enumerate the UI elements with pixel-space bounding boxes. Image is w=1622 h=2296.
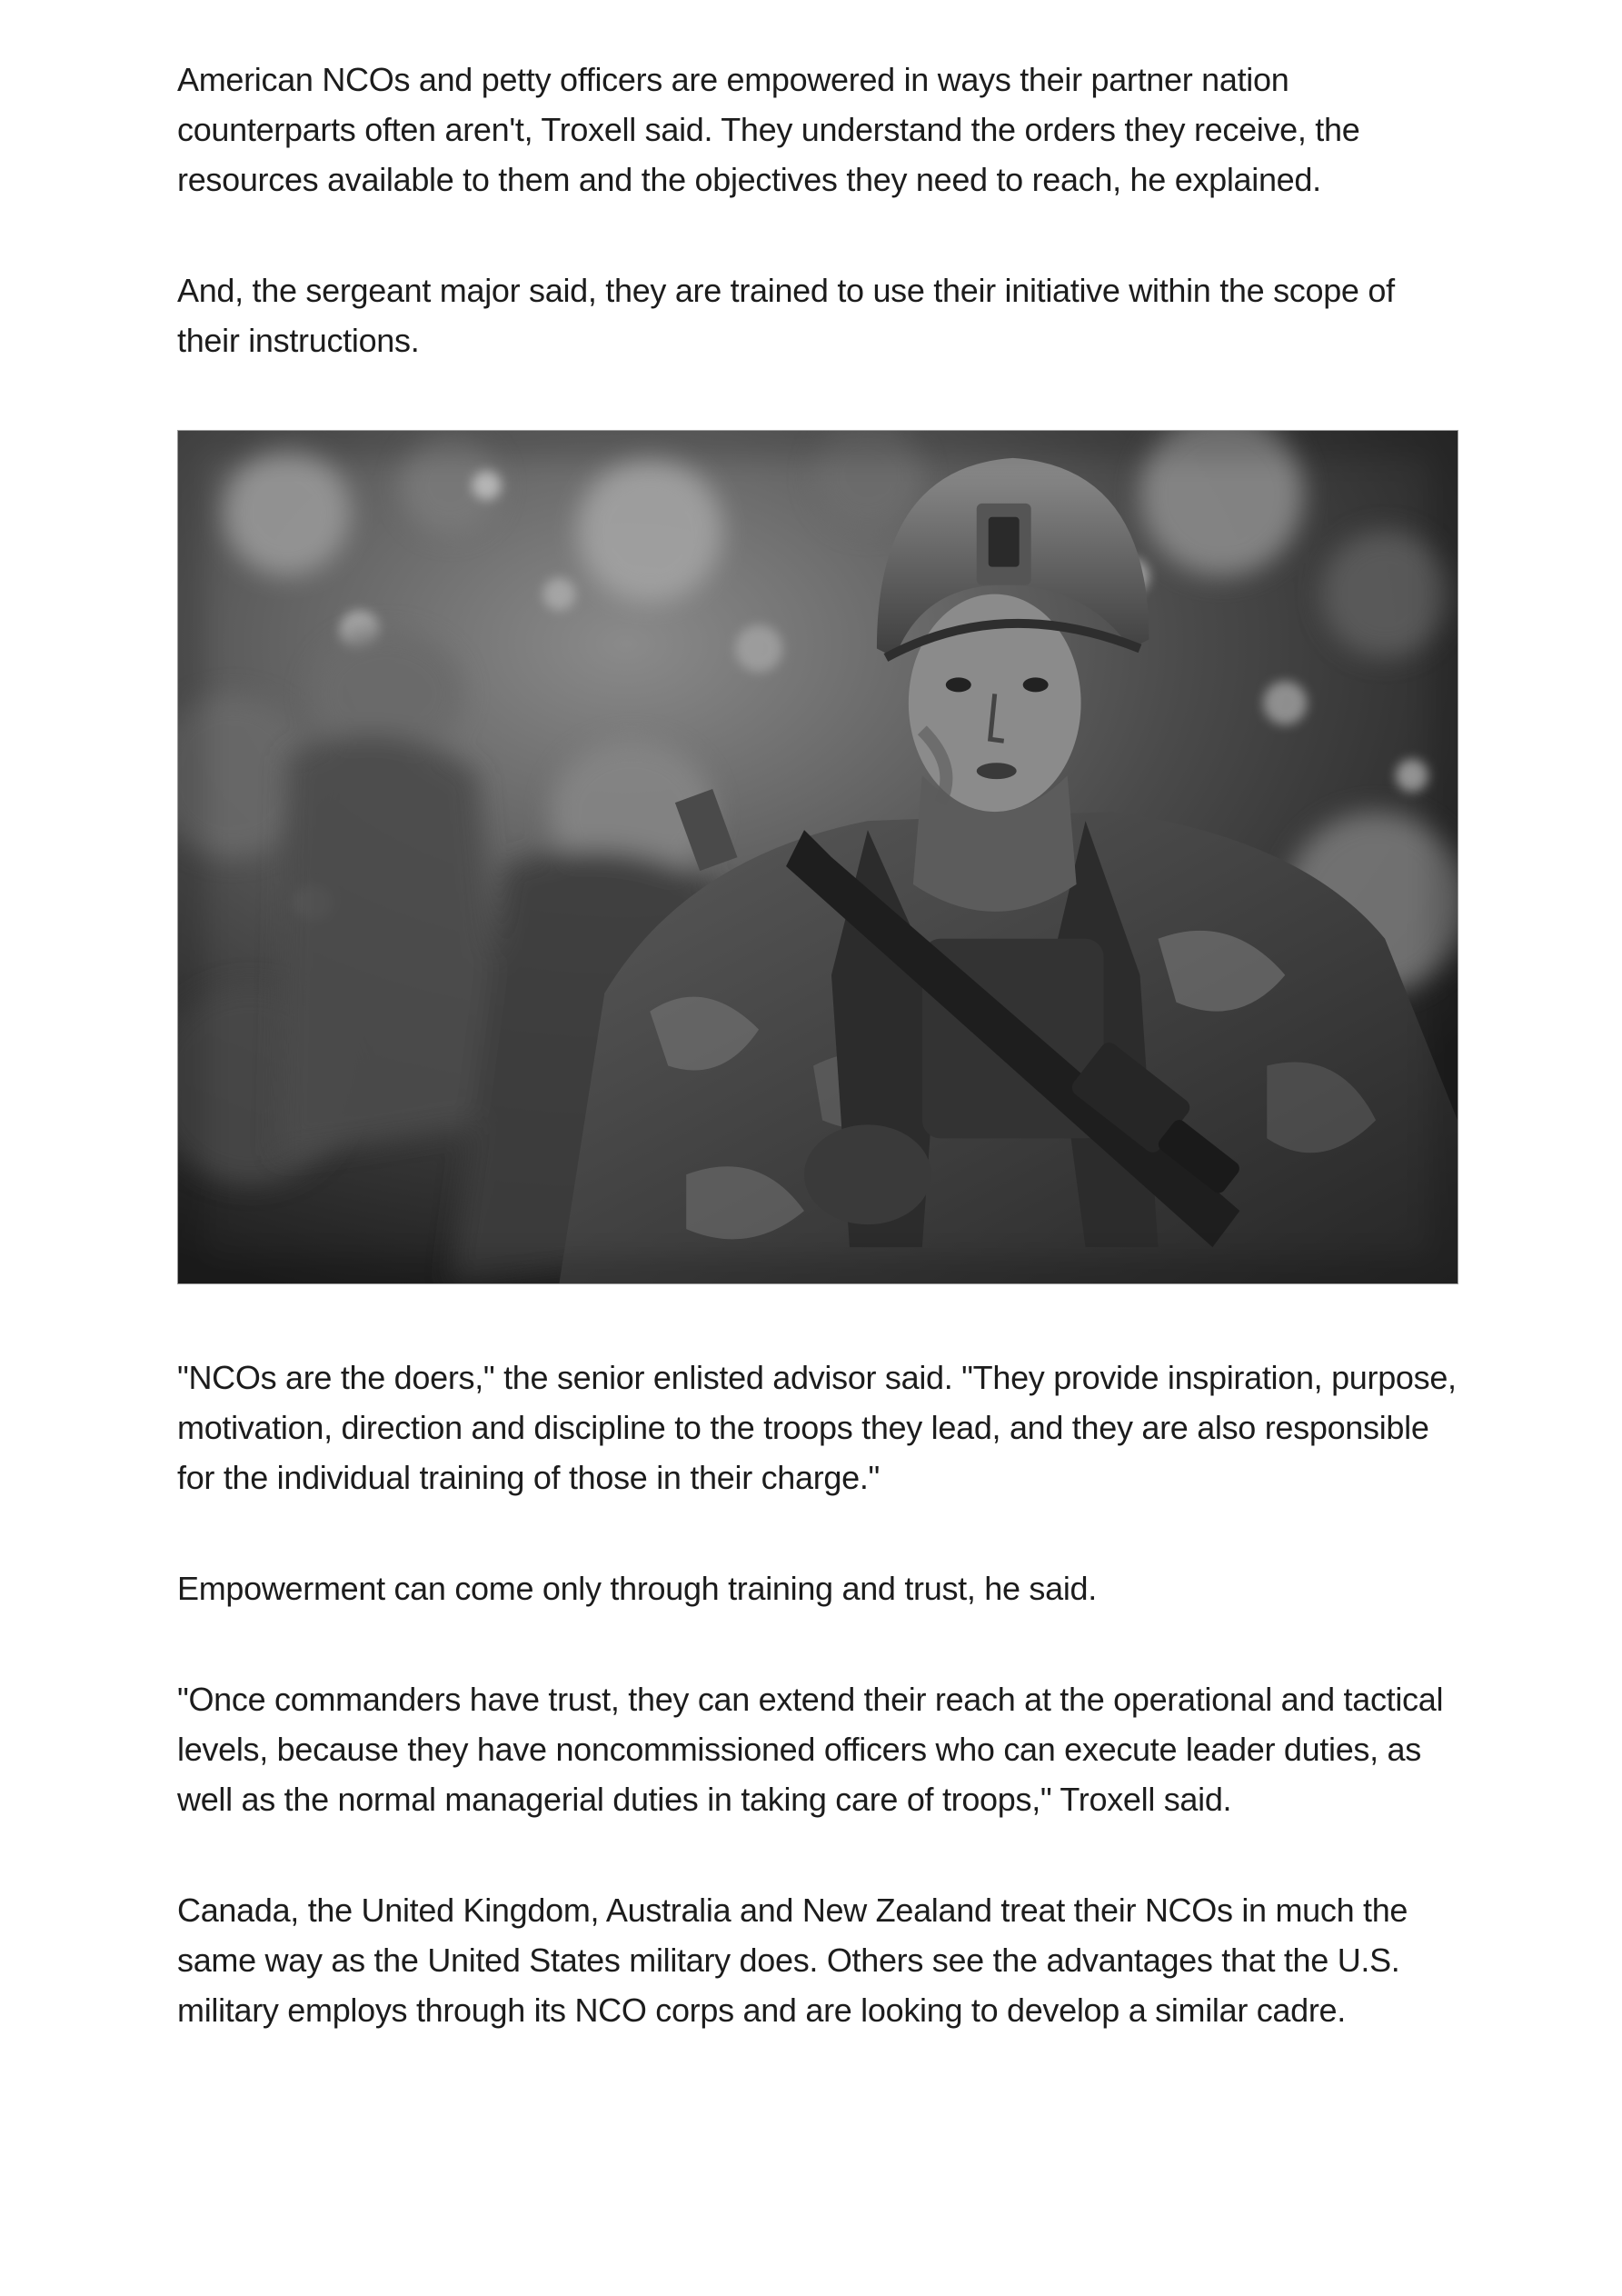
paragraph-empowered-ncos: American NCOs and petty officers are empowered in ways their partner nation counterparts often aren't, Troxell said. They understand the orders they receive, the resources available to them and the objectives they need to reach, he explained.	[177, 61, 1360, 198]
article-photo	[177, 430, 1458, 1284]
paragraph-empowerment: Empowerment can come only through training and trust, he said.	[177, 1570, 1097, 1607]
article-body	[177, 55, 1458, 2035]
soldiers-photo-illustration	[178, 431, 1458, 1283]
paragraph-partner-nations: Canada, the United Kingdom, Australia and New Zealand treat their NCOs in much the same way as the United States military does. Others see the advantages that the U.S. military employs through its NCO corps and are looking to develop a similar cadre.	[177, 1892, 1408, 2029]
paragraph-commanders-trust: "Once commanders have trust, they can extend their reach at the operational and tactical levels, because they have noncommissioned officers who can execute leader duties, as well as the normal managerial duties in taking care of troops," Troxell said.	[177, 1681, 1444, 1818]
paragraph-initiative: And, the sergeant major said, they are trained to use their initiative within the scope of their instructions.	[177, 272, 1395, 359]
paragraph-ncos-doers: "NCOs are the doers," the senior enlisted advisor said. "They provide inspiration, purpose, motivation, direction and discipline to the troops they lead, and they are also responsible for the individual training of those in their charge."	[177, 1359, 1457, 1496]
